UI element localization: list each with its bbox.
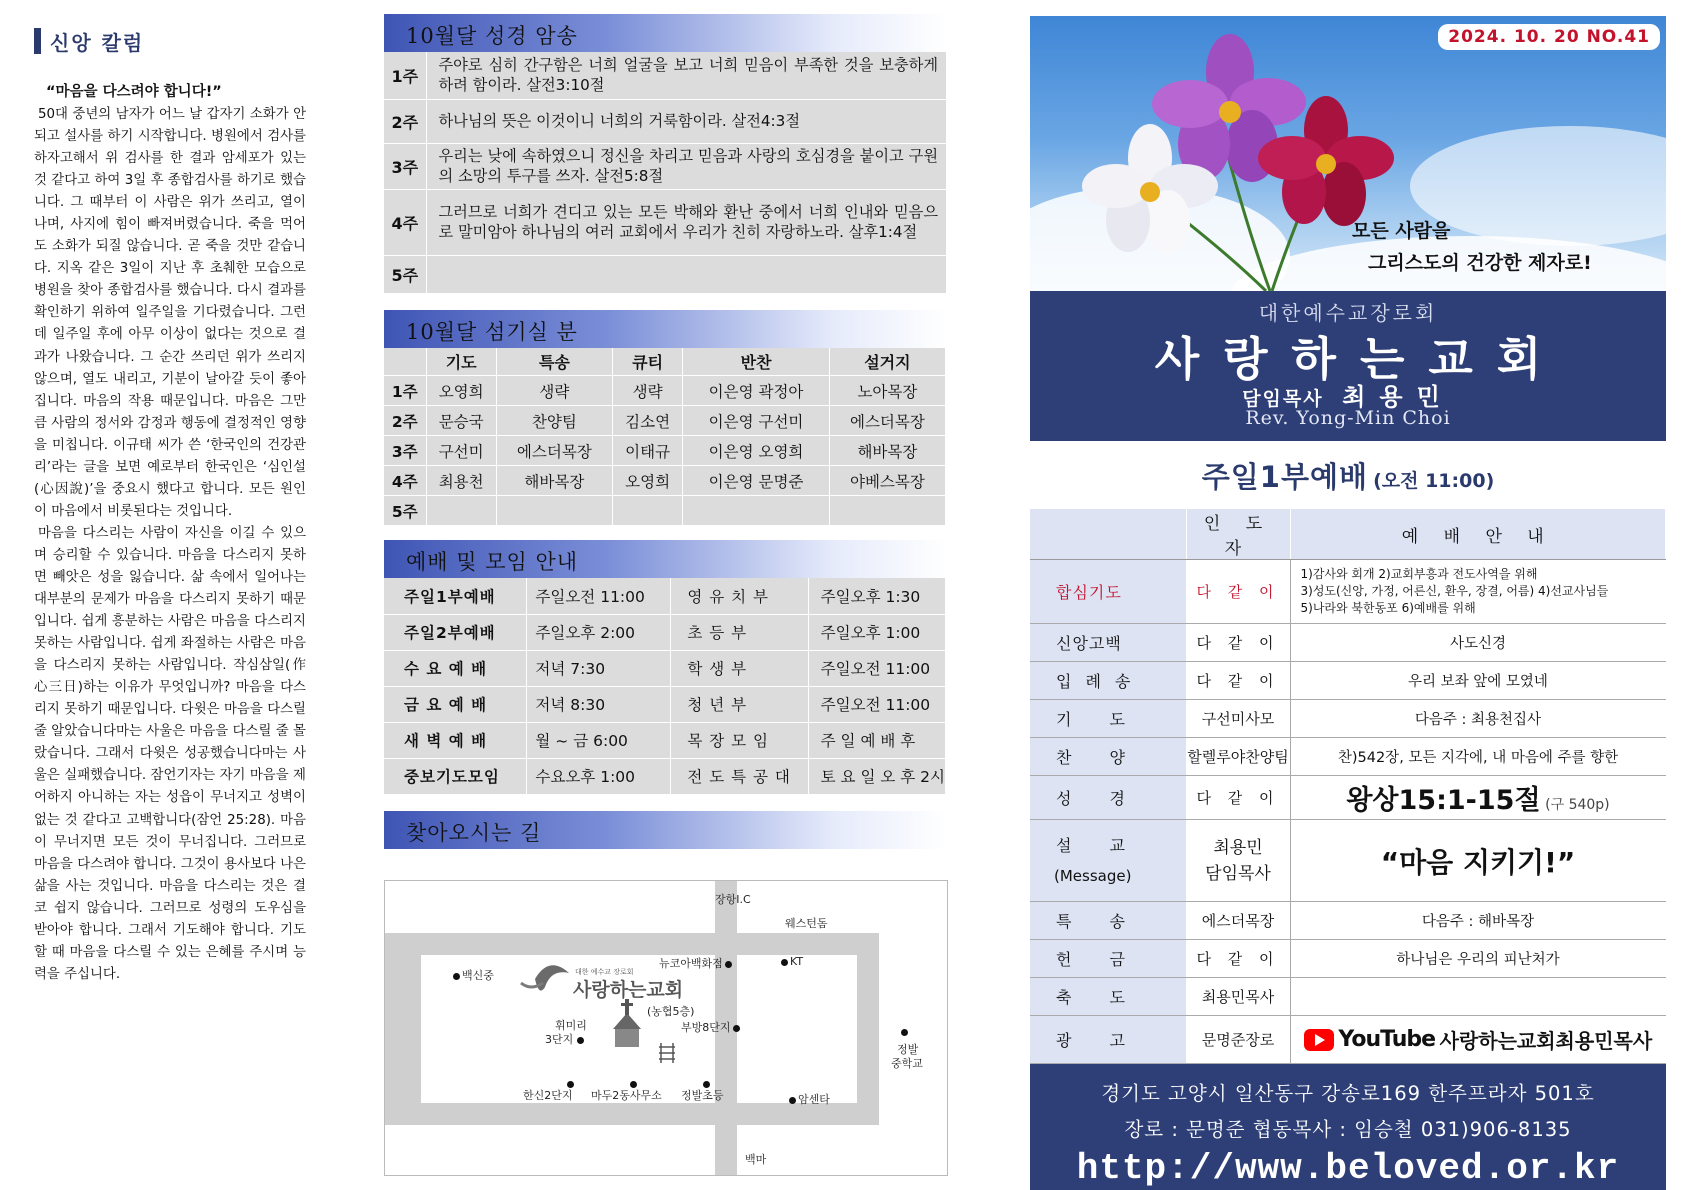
serving-col-header: 반찬 — [683, 348, 830, 376]
serving-col-header — [384, 348, 426, 376]
church-contact: 장로 : 문명준 협동목사 : 임승철 031)906-8135 — [1124, 1118, 1572, 1141]
sermon-label: 설교 — [1056, 835, 1163, 855]
order-leader — [1186, 820, 1290, 902]
preacher-name: 최용민 — [1213, 837, 1263, 858]
center-label: 암센타 — [798, 1093, 830, 1106]
group-name: 영 유 치 부 — [671, 578, 808, 614]
serving-cell: 2주 — [384, 406, 426, 436]
meeting-row — [384, 722, 946, 758]
meeting-row — [384, 650, 946, 686]
scripture-reference: 왕상15:1-15절 — [1346, 785, 1541, 816]
map-label-jangang-ic: 장항I.C — [715, 893, 751, 906]
map-church-denomination: 대한 예수교 장로회 — [575, 968, 634, 976]
serving-cell — [829, 496, 945, 526]
serving-row — [384, 376, 946, 406]
verse-text: 그러므로 너희가 견디고 있는 모든 박해와 환난 중에서 너희 인내와 믿음으로 말미암아 하나님의 여러 교회에서 우리가 친히 자랑하노라. 살후1:4절 — [426, 189, 946, 255]
order-leader: 다 같 이 — [1186, 776, 1290, 820]
order-row — [1030, 940, 1666, 978]
order-item: 특송 — [1030, 902, 1186, 940]
serving-cell — [496, 496, 612, 526]
prayer-topic-line: 3)성도(신앙, 가정, 어른신, 환우, 장결, 어름) 4)선교사님들 — [1300, 584, 1609, 598]
serving-row — [384, 496, 946, 526]
map-label-bubang — [681, 1019, 742, 1035]
serving-cell — [612, 496, 682, 526]
map-label-jeongbal-middle: 중학교 — [891, 1057, 923, 1070]
order-row — [1030, 738, 1666, 776]
bulletin-cover — [1030, 16, 1666, 1190]
church-title-block — [1030, 291, 1666, 441]
serving-cell: 이은영 문명준 — [683, 466, 830, 496]
order-item: 합심기도 — [1030, 560, 1186, 624]
order-item: 성경 — [1030, 776, 1186, 820]
meeting-time: 월 ~ 금 6:00 — [527, 722, 671, 758]
serving-heading: 10월달 섬기실 분 — [406, 319, 578, 344]
order-row — [1030, 902, 1666, 940]
verse-row — [384, 189, 946, 255]
meeting-time: 저녁 7:30 — [527, 650, 671, 686]
meeting-name: 새 벽 예 배 — [384, 722, 527, 758]
group-name: 청 년 부 — [671, 686, 808, 722]
order-row — [1030, 1016, 1666, 1064]
serving-cell: 오영희 — [426, 376, 496, 406]
meeting-row — [384, 578, 946, 614]
scripture-page: (구 540p) — [1545, 797, 1610, 813]
serving-cell: 해바목장 — [496, 466, 612, 496]
order-item — [1030, 820, 1186, 902]
meeting-row — [384, 758, 946, 794]
youtube-icon — [1304, 1029, 1334, 1051]
column-title: “마음을 다스려야 합니다!” — [46, 84, 222, 100]
meeting-time: 수요오후 1:00 — [527, 758, 671, 794]
serving-row — [384, 466, 946, 496]
preacher-title: 담임목사 — [1205, 863, 1271, 884]
map-label-jeongbal: 정발 — [897, 1043, 919, 1056]
serving-header-row — [384, 348, 946, 376]
order-leader: 할렐루야찬양팀 — [1186, 738, 1290, 776]
verse-text — [426, 255, 946, 293]
meetings-table — [384, 578, 946, 795]
kt-label: KT — [790, 955, 804, 968]
meeting-time: 주일오후 2:00 — [527, 614, 671, 650]
order-leader: 다 같 이 — [1186, 624, 1290, 662]
serving-cell: 해바목장 — [829, 436, 945, 466]
verses-table — [384, 52, 946, 294]
group-time: 주일오후 1:00 — [808, 614, 945, 650]
verse-text: 하나님의 뜻은 이것이니 너희의 거룩함이라. 살전4:3절 — [426, 99, 946, 143]
middle-column — [384, 14, 946, 849]
serving-cell: 에스더목장 — [829, 406, 945, 436]
order-guide: 사도신경 — [1290, 624, 1666, 662]
verse-row — [384, 143, 946, 189]
serving-cell: 5주 — [384, 496, 426, 526]
map-label-western-dome: 웨스턴돔 — [785, 917, 828, 930]
verse-row — [384, 99, 946, 143]
map-dot-icon — [781, 959, 788, 966]
contact-footer — [1030, 1064, 1666, 1190]
faith-column — [34, 26, 306, 986]
order-header-row — [1030, 509, 1666, 560]
directions-header — [384, 811, 946, 849]
order-leader: 구선미사모 — [1186, 700, 1290, 738]
serving-cell: 1주 — [384, 376, 426, 406]
order-guide: 다음주 : 최용천집사 — [1290, 700, 1666, 738]
column-section-label: 신앙 칼럼 — [50, 30, 145, 55]
order-item: 기도 — [1030, 700, 1186, 738]
map-label-nonghyup: (농협5층) — [647, 1005, 695, 1018]
meeting-name: 중보기도모임 — [384, 758, 527, 794]
order-row — [1030, 560, 1666, 624]
order-leader: 다 같 이 — [1186, 662, 1290, 700]
hero-image — [1030, 16, 1666, 291]
order-item: 헌금 — [1030, 940, 1186, 978]
serving-cell: 최용천 — [426, 466, 496, 496]
map-dot-icon — [733, 1025, 740, 1032]
order-item: 찬양 — [1030, 738, 1186, 776]
map-label-hanshin: 한신2단지 — [523, 1089, 573, 1102]
serving-cell: 4주 — [384, 466, 426, 496]
order-leader: 에스더목장 — [1186, 902, 1290, 940]
slogan-line-2: 그리스도의 건강한 제자로! — [1368, 252, 1592, 274]
verse-row — [384, 52, 946, 99]
pastor-english-name: Rev. Yong-Min Choi — [1245, 407, 1451, 429]
meeting-time: 저녁 8:30 — [527, 686, 671, 722]
map-label-center — [789, 1091, 830, 1107]
serving-cell: 생략 — [612, 376, 682, 406]
serving-cell: 구선미 — [426, 436, 496, 466]
meeting-name: 주일2부예배 — [384, 614, 527, 650]
map-label-baekma: 백마 — [745, 1153, 767, 1166]
order-row — [1030, 978, 1666, 1016]
order-guide: 우리 보좌 앞에 모였네 — [1290, 662, 1666, 700]
map-label-3danji — [545, 1031, 586, 1047]
verse-week: 2주 — [384, 99, 426, 143]
serving-cell: 야베스목장 — [829, 466, 945, 496]
map-label-kt — [781, 955, 803, 968]
order-guide — [1290, 776, 1666, 820]
sermon-sublabel: (Message) — [1054, 866, 1132, 885]
verse-text: 주야로 심히 간구함은 너희 얼굴을 보고 너희 믿음이 부족한 것을 보충하게 하려 함이라. 살전3:10절 — [426, 52, 946, 99]
order-item: 입례송 — [1030, 662, 1186, 700]
map-roads — [385, 881, 948, 1176]
serving-cell — [426, 496, 496, 526]
column-paragraph: 마음을 다스리는 사람이 자신을 이길 수 있으며 승리할 수 있습니다. 마음을 다스리지 못하면 빼앗은 성을 잃습니다. 삶 속에서 일어나는 대부분의 문제가 마음을 다스리지 못하기 때문입니다. 쉽게 흥분하는 사람은 마음을 다스리지 못하는 사람입니다. 쉽게 좌절하는 사람은 마음을 다스리지 못하는 사람입니다. 작심삼일(作心三日)하는 이유가 무엇입니까? 마음을 다스리지 못하기 때문입니다. 다윗은 마음을 다스릴 줄 알았습니다마는 사울은 마음을 다스릴 줄 몰랐습니다. 그래서 다윗은 성공했습니다마는 사울은 실패했습니다. 잠언기자는 자기 마음을 제어하지 아니하는 자는 성읍이 무너지고 성벽이 없는 것 같다고 고백합니다(잠언 25:28). 마음이 무너지면 모든 것이 무너집니다. 그러므로 마음을 다스려야 합니다. 그것이 용사보다 나은 삶을 사는 것입니다. 마음을 다스리는 것은 결코 쉽지 않습니다. 그러므로 성령의 도우심을 받아야 합니다. 그래서 기도해야 합니다. 기도할 때 마음을 다스릴 수 있는 은혜를 주시며 능력을 주십니다. — [34, 525, 306, 982]
youtube-channel-name: 사랑하는교회최용민목사 — [1439, 1029, 1653, 1053]
serving-header — [384, 310, 946, 348]
church-website-link[interactable]: http://www.beloved.or.kr — [1076, 1148, 1620, 1189]
baeksin-label: 백신중 — [462, 969, 494, 982]
order-col-header: 예 배 안 내 — [1290, 509, 1666, 560]
map-dot-icon — [577, 1037, 584, 1044]
pastor-title: 담임목사 — [1242, 388, 1324, 410]
serving-cell: 오영희 — [612, 466, 682, 496]
danji3-label: 3단지 — [545, 1033, 574, 1046]
column-body — [34, 104, 306, 986]
group-name: 전 도 특 공 대 — [671, 758, 808, 794]
verse-row — [384, 255, 946, 293]
group-name: 학 생 부 — [671, 650, 808, 686]
order-row — [1030, 700, 1666, 738]
serving-col-header: 기도 — [426, 348, 496, 376]
map-dot-jeongbal — [901, 1025, 910, 1038]
serving-col-header: 설거지 — [829, 348, 945, 376]
map-church-name: 사랑하는교회 — [573, 979, 684, 1001]
serving-cell: 이은영 오영희 — [683, 436, 830, 466]
order-row — [1030, 776, 1666, 820]
order-guide — [1290, 560, 1666, 624]
serving-cell — [683, 496, 830, 526]
map-dot-icon — [453, 973, 460, 980]
serving-col-header: 큐티 — [612, 348, 682, 376]
pastor-name: 최용민 — [1342, 383, 1454, 411]
serving-cell: 에스더목장 — [496, 436, 612, 466]
church-logo-icon — [535, 965, 569, 990]
slogan-line-1: 모든 사람을 — [1352, 220, 1451, 242]
section-bar-decoration — [34, 28, 41, 54]
order-row — [1030, 624, 1666, 662]
serving-row — [384, 406, 946, 436]
service-name: 주일1부예배 — [1201, 460, 1368, 494]
order-row — [1030, 662, 1666, 700]
order-guide: 찬)542장, 모든 지각에, 내 마음에 주를 향한 — [1290, 738, 1666, 776]
meeting-name: 수 요 예 배 — [384, 650, 527, 686]
serving-cell: 3주 — [384, 436, 426, 466]
denomination: 대한예수교장로회 — [1258, 301, 1438, 325]
group-name: 초 등 부 — [671, 614, 808, 650]
prayer-topic-line: 1)감사와 회개 2)교회부흥과 전도사역을 위해 — [1300, 567, 1538, 581]
serving-cell: 이태규 — [612, 436, 682, 466]
order-col-header — [1030, 509, 1186, 560]
verse-week: 1주 — [384, 52, 426, 99]
church-icon — [613, 999, 641, 1047]
order-leader: 문명준장로 — [1186, 1016, 1290, 1064]
order-guide: 하나님은 우리의 피난처가 — [1290, 940, 1666, 978]
order-guide: 다음주 : 해바목장 — [1290, 902, 1666, 940]
map-label-newcore — [659, 955, 734, 971]
prayer-topic-line: 5)나라와 북한동포 6)예배를 위해 — [1300, 601, 1476, 615]
order-col-header: 인 도 자 — [1186, 509, 1290, 560]
column-section-header — [34, 26, 306, 56]
meeting-row — [384, 686, 946, 722]
serving-cell: 이은영 구선미 — [683, 406, 830, 436]
meeting-name: 주일1부예배 — [384, 578, 527, 614]
group-time: 주일오후 1:30 — [808, 578, 945, 614]
serving-col-header: 특송 — [496, 348, 612, 376]
verse-text: 우리는 낮에 속하였으니 정신을 차리고 믿음과 사랑의 호심경을 붙이고 구원의 소망의 투구를 쓰자. 살전5:8절 — [426, 143, 946, 189]
youtube-wordmark: YouTube — [1338, 1027, 1436, 1052]
column-paragraph: 50대 중년의 남자가 어느 날 갑자기 소화가 안되고 설사를 하기 시작합니다. 병원에서 검사를 하자고해서 위 검사를 한 결과 암세포가 있는 것 같다고 하여 3일 후 종합검사를 하기로 했습니다. 그 때부터 이 사람은 위가 쓰리고, 열이 나며, 사지에 힘이 빠져버렸습니다. 죽을 먹어도 소화가 되질 않습니다. 곧 죽을 것만 같습니다. 지옥 같은 3일이 지난 후 초췌한 모습으로 병원을 찾아 종합검사를 했습니다. 다시 결과를 확인하기 위하여 일주일을 기다렸습니다. 그런데 일주일 후에 아무 이상이 없다는 것으로 결과가 나왔습니다. 그 순간 쓰리던 위가 쓰리지 않으며, 열도 내리고, 기분이 날아갈 듯이 좋아집니다. 마음의 작용 때문입니다. 마음은 그만큼 사람의 정서와 감정과 행동에 결정적인 영향을 미칩니다. 이규태 씨가 쓴 ‘한국인의 건강관리’라는 글을 보면 예로부터 한국인은 ‘심인설(心因說)’을 중요시 했다고 합니다. 모든 원인이 마음에서 비롯된다는 것입니다. — [34, 107, 306, 519]
group-time: 주일오전 11:00 — [808, 686, 945, 722]
meetings-heading: 예배 및 모임 안내 — [406, 550, 579, 574]
order-row — [1030, 820, 1666, 902]
map-label-jeongbal-elem: 정발초등 — [681, 1089, 724, 1102]
group-time: 주일오전 11:00 — [808, 650, 945, 686]
order-leader: 다 같 이 — [1186, 940, 1290, 978]
group-time: 주 일 예 배 후 — [808, 722, 945, 758]
order-leader: 최용민목사 — [1186, 978, 1290, 1016]
serving-cell: 문승국 — [426, 406, 496, 436]
meeting-time: 주일오전 11:00 — [527, 578, 671, 614]
meeting-name: 금 요 예 배 — [384, 686, 527, 722]
verse-week: 4주 — [384, 189, 426, 255]
map-label-baeksin — [453, 967, 494, 983]
directions-map — [384, 880, 948, 1176]
bubang-label: 부방8단지 — [681, 1021, 731, 1034]
order-item: 신앙고백 — [1030, 624, 1186, 662]
map-label-madu: 마두2동사무소 — [591, 1089, 662, 1102]
meetings-header — [384, 540, 946, 578]
serving-row — [384, 436, 946, 466]
directions-heading: 찾아오시는 길 — [406, 820, 542, 845]
order-item: 축도 — [1030, 978, 1186, 1016]
church-name: 사랑하는교회 — [1154, 332, 1566, 386]
serving-cell: 찬양팀 — [496, 406, 612, 436]
church-address: 경기도 고양시 일산동구 강송로169 한주프라자 501호 — [1101, 1082, 1595, 1105]
serving-table — [384, 348, 946, 527]
worship-order-table — [1030, 509, 1666, 1064]
group-name: 목 장 모 임 — [671, 722, 808, 758]
serving-cell: 이은영 곽정아 — [683, 376, 830, 406]
verse-week: 3주 — [384, 143, 426, 189]
issue-date-badge: 2024. 10. 20 NO.41 — [1438, 24, 1660, 50]
group-time: 토 요 일 오 후 2시 — [808, 758, 945, 794]
order-leader: 다 같 이 — [1186, 560, 1290, 624]
order-item: 광고 — [1030, 1016, 1186, 1064]
service-time: (오전 11:00) — [1373, 470, 1495, 492]
youtube-link[interactable] — [1290, 1016, 1666, 1064]
serving-cell: 김소연 — [612, 406, 682, 436]
service-title — [1030, 455, 1666, 495]
order-guide — [1290, 978, 1666, 1016]
meeting-row — [384, 614, 946, 650]
verse-week: 5주 — [384, 255, 426, 293]
newcore-label: 뉴코아백화점 — [659, 957, 723, 970]
serving-cell: 노아목장 — [829, 376, 945, 406]
map-dot-icon — [725, 961, 732, 968]
map-dot-icon — [901, 1029, 908, 1036]
map-label-humiri: 휘미리 — [555, 1019, 587, 1032]
map-dot-icon — [789, 1097, 796, 1104]
verses-header — [384, 14, 946, 52]
verses-heading: 10월달 성경 암송 — [406, 24, 578, 48]
serving-cell: 생략 — [496, 376, 612, 406]
sermon-title: “마음 지키기!” — [1290, 820, 1666, 902]
